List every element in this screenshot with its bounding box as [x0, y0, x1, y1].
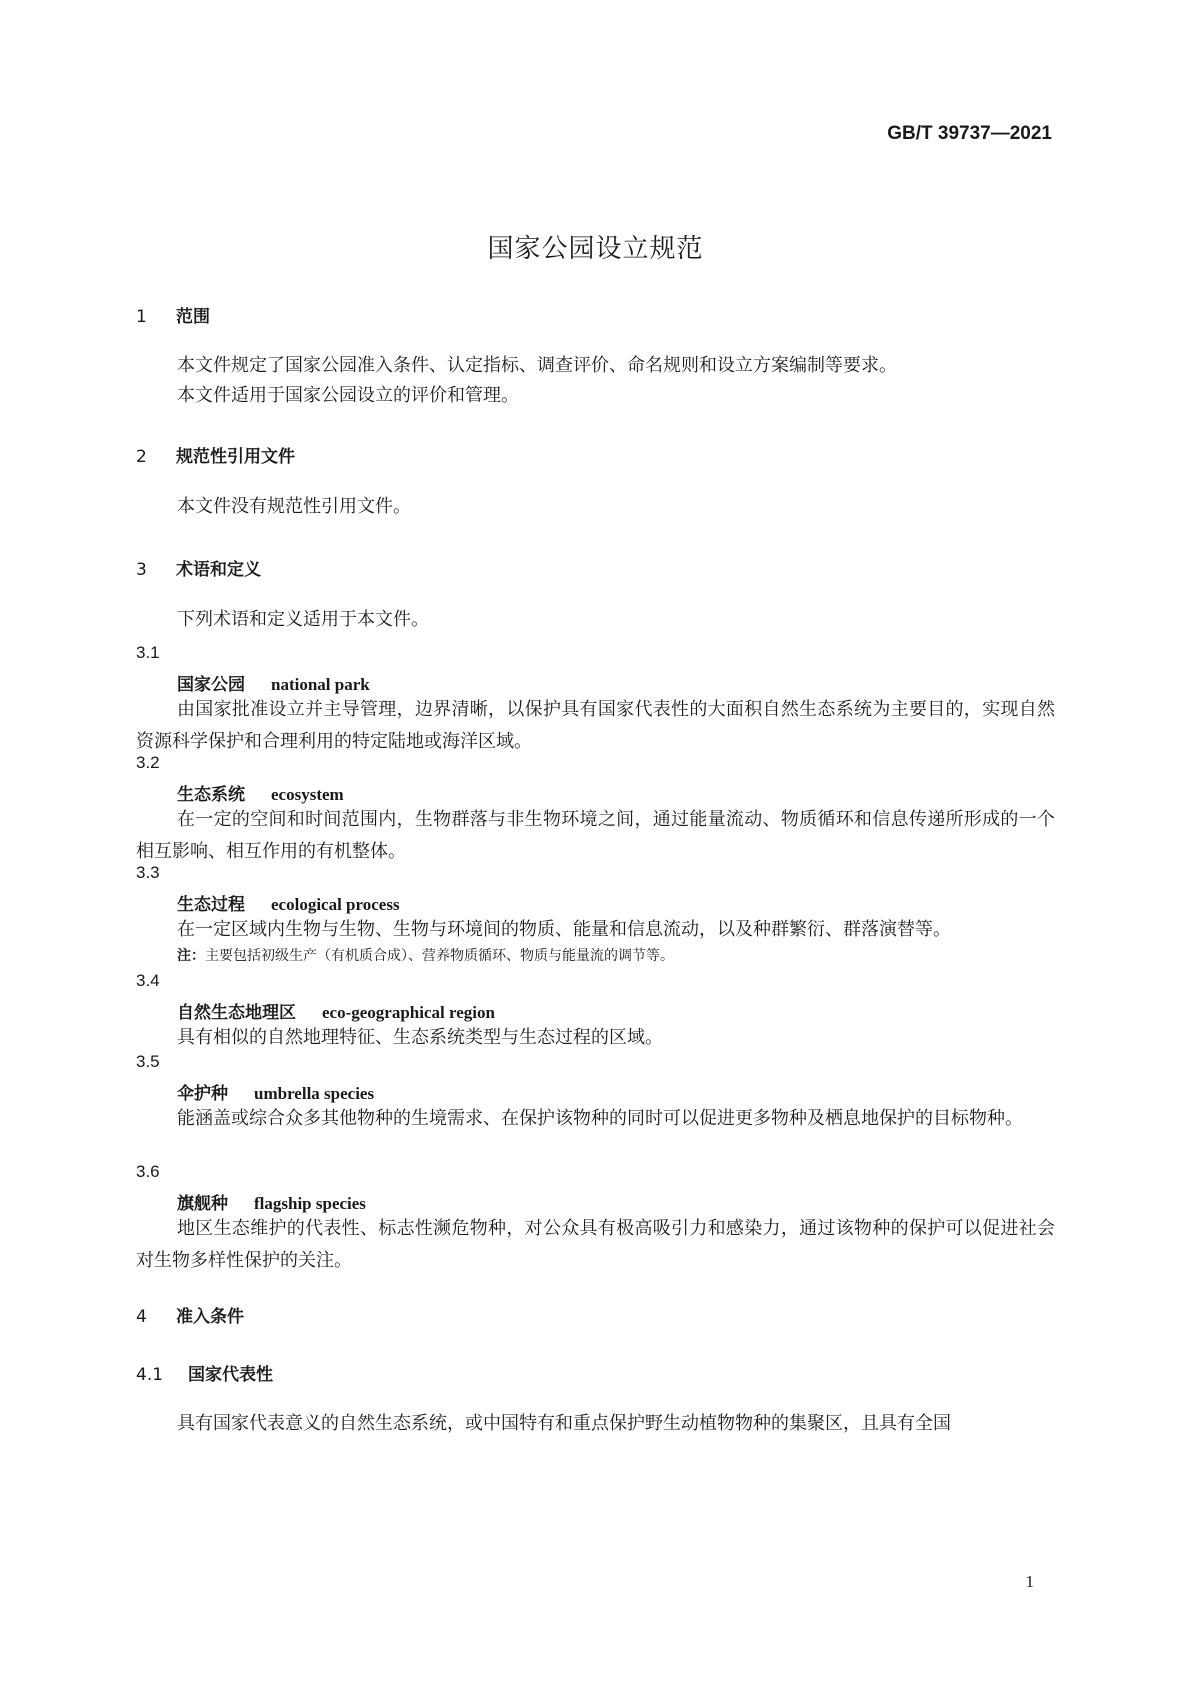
term-zh: 生态系统 [177, 785, 245, 805]
term-zh: 自然生态地理区 [177, 1003, 296, 1023]
section-2-heading [136, 442, 295, 467]
term-definition: 地区生态维护的代表性、标志性濒危物种，对公众具有极高吸引力和感染力，通过该物种的保护可以促进社会对生物多样性保护的关注。 [136, 1218, 1055, 1271]
term-name [177, 1079, 374, 1104]
paragraph: 具有国家代表意义的自然生态系统，或中国特有和重点保护野生动植物物种的集聚区，且具有全国 [177, 1413, 951, 1434]
section-number: 2 [136, 447, 147, 467]
term-definition: 在一定区域内生物与生物、生物与环境间的物质、能量和信息流动，以及种群繁衍、群落演替等。 [177, 919, 951, 940]
term-definition: 由国家批准设立并主导管理，边界清晰，以保护具有国家代表性的大面积自然生态系统为主要目的，实现自然资源科学保护和合理利用的特定陆地或海洋区域。 [136, 699, 1055, 752]
section-1-heading [136, 302, 210, 327]
note-label: 注： [177, 948, 205, 964]
term-definition: 在一定的空间和时间范围内，生物群落与非生物环境之间，通过能量流动、物质循环和信息传递所形成的一个相互影响、相互作用的有机整体。 [136, 809, 1055, 862]
term-name [177, 670, 370, 695]
paragraph: 本文件适用于国家公园设立的评价和管理。 [177, 385, 519, 406]
term-name [177, 780, 344, 805]
section-title: 规范性引用文件 [176, 447, 295, 467]
section-3-heading [136, 555, 261, 580]
section-number: 3 [136, 560, 147, 580]
paragraph: 本文件规定了国家公园准入条件、认定指标、调查评价、命名规则和设立方案编制等要求。 [177, 355, 897, 376]
term-name [177, 1189, 366, 1214]
term-name [177, 890, 400, 915]
section-title: 准入条件 [176, 1307, 244, 1327]
section-number: 4.1 [136, 1365, 164, 1385]
term-number: 3.5 [136, 1052, 160, 1071]
term-number: 3.6 [136, 1162, 160, 1181]
page-number: 1 [1025, 1572, 1034, 1591]
term-en: eco-geographical region [322, 1003, 495, 1022]
paragraph: 下列术语和定义适用于本文件。 [177, 609, 429, 630]
term-number: 3.4 [136, 971, 160, 990]
term-en: flagship species [254, 1194, 366, 1213]
term-number: 3.3 [136, 863, 160, 882]
section-title: 术语和定义 [176, 560, 261, 580]
section-title: 国家代表性 [188, 1365, 273, 1385]
section-number: 4 [136, 1307, 147, 1327]
document-title: 国家公园设立规范 [487, 234, 704, 264]
note-text: 主要包括初级生产（有机质合成）、营养物质循环、物质与能量流的调节等。 [205, 948, 674, 964]
term-number: 3.2 [136, 753, 160, 772]
section-4-heading [136, 1302, 244, 1327]
paragraph: 本文件没有规范性引用文件。 [177, 496, 411, 517]
term-name [177, 998, 495, 1023]
term-number: 3.1 [136, 643, 160, 662]
section-number: 1 [136, 307, 147, 327]
subsection-4-1-heading [136, 1360, 273, 1385]
term-zh: 旗舰种 [177, 1194, 228, 1214]
section-title: 范围 [176, 307, 210, 327]
term-zh: 国家公园 [177, 675, 245, 695]
document-number: GB/T 39737—2021 [887, 123, 1052, 144]
term-en: ecosystem [271, 785, 344, 804]
term-definition: 具有相似的自然地理特征、生态系统类型与生态过程的区域。 [177, 1027, 663, 1048]
term-definition: 能涵盖或综合众多其他物种的生境需求、在保护该物种的同时可以促进更多物种及栖息地保护的目标物种。 [177, 1108, 1023, 1129]
term-en: national park [271, 675, 370, 694]
term-en: umbrella species [254, 1084, 375, 1103]
term-zh: 生态过程 [177, 895, 245, 915]
term-en: ecological process [271, 895, 400, 914]
term-note [177, 945, 674, 965]
term-zh: 伞护种 [177, 1084, 228, 1104]
